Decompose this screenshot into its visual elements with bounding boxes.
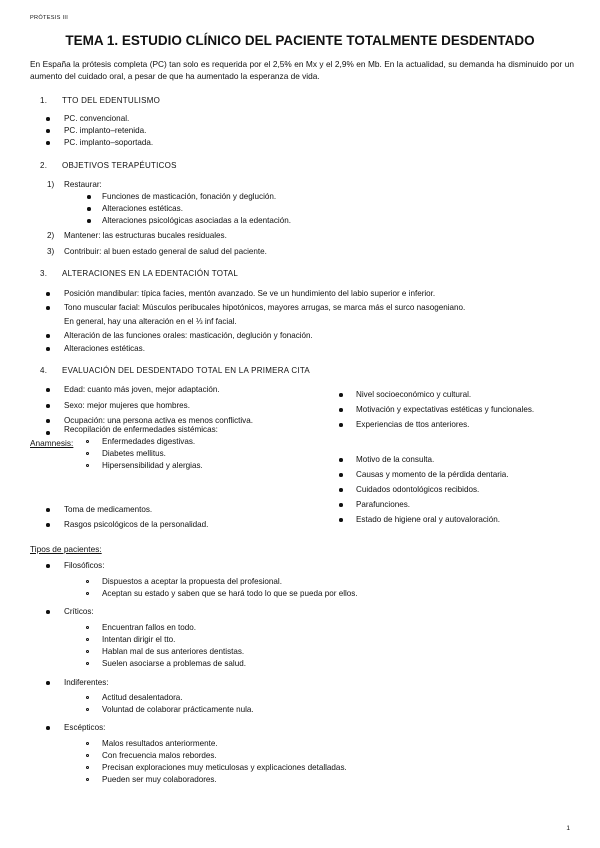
objective-number: 3) xyxy=(47,247,55,256)
objective-label: Restaurar: xyxy=(64,180,102,189)
circle-bullet-icon xyxy=(86,742,89,745)
list-item: Recopilación de enfermedades sistémicas: xyxy=(64,425,218,434)
circle-bullet-icon xyxy=(86,708,89,711)
circle-bullet-icon xyxy=(86,464,89,467)
circle-bullet-icon xyxy=(86,440,89,443)
objective-label: Contribuir: al buen estado general de salud del paciente. xyxy=(64,247,267,256)
bullet-icon xyxy=(339,473,343,477)
bullet-icon xyxy=(46,117,50,121)
bullet-icon xyxy=(46,564,50,568)
circle-bullet-icon xyxy=(86,696,89,699)
list-item: Aceptan su estado y saben que se hará todo lo que se pueda por ellos. xyxy=(102,589,358,598)
list-item: Posición mandibular: típica facies, mentón avanzado. Se ve un hundimiento del labio superior e inferior. xyxy=(64,289,436,298)
bullet-icon xyxy=(46,129,50,133)
bullet-icon xyxy=(339,458,343,462)
bullet-icon xyxy=(339,518,343,522)
bullet-icon xyxy=(87,195,91,199)
list-item: Alteraciones estéticas. xyxy=(64,344,145,353)
bullet-icon xyxy=(46,419,50,423)
list-item: Alteración de las funciones orales: masticación, deglución y fonación. xyxy=(64,331,313,340)
page-number: 1 xyxy=(566,825,570,832)
bullet-icon xyxy=(46,508,50,512)
section-title: TTO DEL EDENTULISMO xyxy=(62,96,161,105)
type-label: Críticos: xyxy=(64,607,94,616)
circle-bullet-icon xyxy=(86,778,89,781)
bullet-icon xyxy=(46,523,50,527)
list-item: Parafunciones. xyxy=(356,500,410,509)
list-item: Alteraciones estéticas. xyxy=(102,204,183,213)
list-item: Diabetes mellitus. xyxy=(102,449,166,458)
list-item: Dispuestos a aceptar la propuesta del profesional. xyxy=(102,577,282,586)
type-label: Indiferentes: xyxy=(64,678,109,687)
list-item: PC. implanto–retenida. xyxy=(64,126,147,135)
type-label: Filosóficos: xyxy=(64,561,105,570)
list-item: Cuidados odontológicos recibidos. xyxy=(356,485,480,494)
bullet-icon xyxy=(46,347,50,351)
circle-bullet-icon xyxy=(86,766,89,769)
bullet-icon xyxy=(339,393,343,397)
objective-number: 1) xyxy=(47,180,55,189)
list-item: Experiencias de ttos anteriores. xyxy=(356,420,470,429)
list-item: Ocupación: una persona activa es menos conflictiva. xyxy=(64,416,253,425)
type-label: Escépticos: xyxy=(64,723,106,732)
list-item: Estado de higiene oral y autovaloración. xyxy=(356,515,500,524)
list-item: Precisan exploraciones muy meticulosas y explicaciones detalladas. xyxy=(102,763,347,772)
list-item-continuation: En general, hay una alteración en el ⅓ inf facial. xyxy=(64,317,237,326)
circle-bullet-icon xyxy=(86,580,89,583)
section-number: 1. xyxy=(40,96,48,105)
bullet-icon xyxy=(46,726,50,730)
section-title: EVALUACIÓN DEL DESDENTADO TOTAL EN LA PRIMERA CITA xyxy=(62,366,310,375)
list-item: PC. implanto–soportada. xyxy=(64,138,154,147)
list-item: Hablan mal de sus anteriores dentistas. xyxy=(102,647,245,656)
list-item: Funciones de masticación, fonación y deglución. xyxy=(102,192,277,201)
list-item: Actitud desalentadora. xyxy=(102,693,183,702)
list-item: Sexo: mejor mujeres que hombres. xyxy=(64,401,190,410)
list-item: Hipersensibilidad y alergias. xyxy=(102,461,203,470)
bullet-icon xyxy=(46,404,50,408)
list-item: Alteraciones psicológicas asociadas a la edentación. xyxy=(102,216,291,225)
section-number: 2. xyxy=(40,161,48,170)
bullet-icon xyxy=(339,503,343,507)
circle-bullet-icon xyxy=(86,754,89,757)
bullet-icon xyxy=(46,334,50,338)
bullet-icon xyxy=(46,610,50,614)
list-item: Con frecuencia malos rebordes. xyxy=(102,751,217,760)
bullet-icon xyxy=(46,681,50,685)
list-item: Causas y momento de la pérdida dentaria. xyxy=(356,470,509,479)
list-item: Rasgos psicológicos de la personalidad. xyxy=(64,520,209,529)
list-item: Malos resultados anteriormente. xyxy=(102,739,218,748)
circle-bullet-icon xyxy=(86,452,89,455)
objective-label: Mantener: las estructuras bucales residuales. xyxy=(64,231,227,240)
list-item: Pueden ser muy colaboradores. xyxy=(102,775,217,784)
list-item: Intentan dirigir el tto. xyxy=(102,635,176,644)
bullet-icon xyxy=(46,388,50,392)
list-item: Toma de medicamentos. xyxy=(64,505,153,514)
bullet-icon xyxy=(46,306,50,310)
list-item: Enfermedades digestivas. xyxy=(102,437,196,446)
list-item: Motivo de la consulta. xyxy=(356,455,435,464)
circle-bullet-icon xyxy=(86,592,89,595)
bullet-icon xyxy=(46,292,50,296)
list-item: Voluntad de colaborar prácticamente nula. xyxy=(102,705,254,714)
circle-bullet-icon xyxy=(86,662,89,665)
bullet-icon xyxy=(46,141,50,145)
list-item: Suelen asociarse a problemas de salud. xyxy=(102,659,246,668)
bullet-icon xyxy=(339,423,343,427)
list-item: Motivación y expectativas estéticas y funcionales. xyxy=(356,405,535,414)
tipos-heading: Tipos de pacientes: xyxy=(30,544,102,554)
page-header: PRÓTESIS III xyxy=(30,15,69,21)
list-item: Tono muscular facial: Músculos peribucales hipotónicos, mayores arrugas, se marca más el surco nasogeniano. xyxy=(64,303,466,312)
section-number: 3. xyxy=(40,269,48,278)
list-item: Nivel socioeconómico y cultural. xyxy=(356,390,472,399)
bullet-icon xyxy=(339,408,343,412)
list-item: PC. convencional. xyxy=(64,114,130,123)
section-title: OBJETIVOS TERAPÉUTICOS xyxy=(62,161,177,170)
bullet-icon xyxy=(87,219,91,223)
page-title: TEMA 1. ESTUDIO CLÍNICO DEL PACIENTE TOTALMENTE DESDENTADO xyxy=(65,33,535,48)
section-number: 4. xyxy=(40,366,48,375)
circle-bullet-icon xyxy=(86,626,89,629)
circle-bullet-icon xyxy=(86,638,89,641)
section-title: ALTERACIONES EN LA EDENTACIÓN TOTAL xyxy=(62,269,239,278)
circle-bullet-icon xyxy=(86,650,89,653)
anamnesis-heading: Anamnesis: xyxy=(30,438,74,448)
bullet-icon xyxy=(339,488,343,492)
list-item: Encuentran fallos en todo. xyxy=(102,623,197,632)
intro-paragraph: En España la prótesis completa (PC) tan solo es requerida por el 2,5% en Mx y el 2,9% en Mb. En la actualidad, su demanda ha disminuido por un aumento del cuidado oral, a pesar de que ha aumentado la esperanza de vida. xyxy=(30,59,574,81)
list-item: Edad: cuanto más joven, mejor adaptación. xyxy=(64,385,220,394)
objective-number: 2) xyxy=(47,231,55,240)
bullet-icon xyxy=(87,207,91,211)
bullet-icon xyxy=(46,431,50,435)
